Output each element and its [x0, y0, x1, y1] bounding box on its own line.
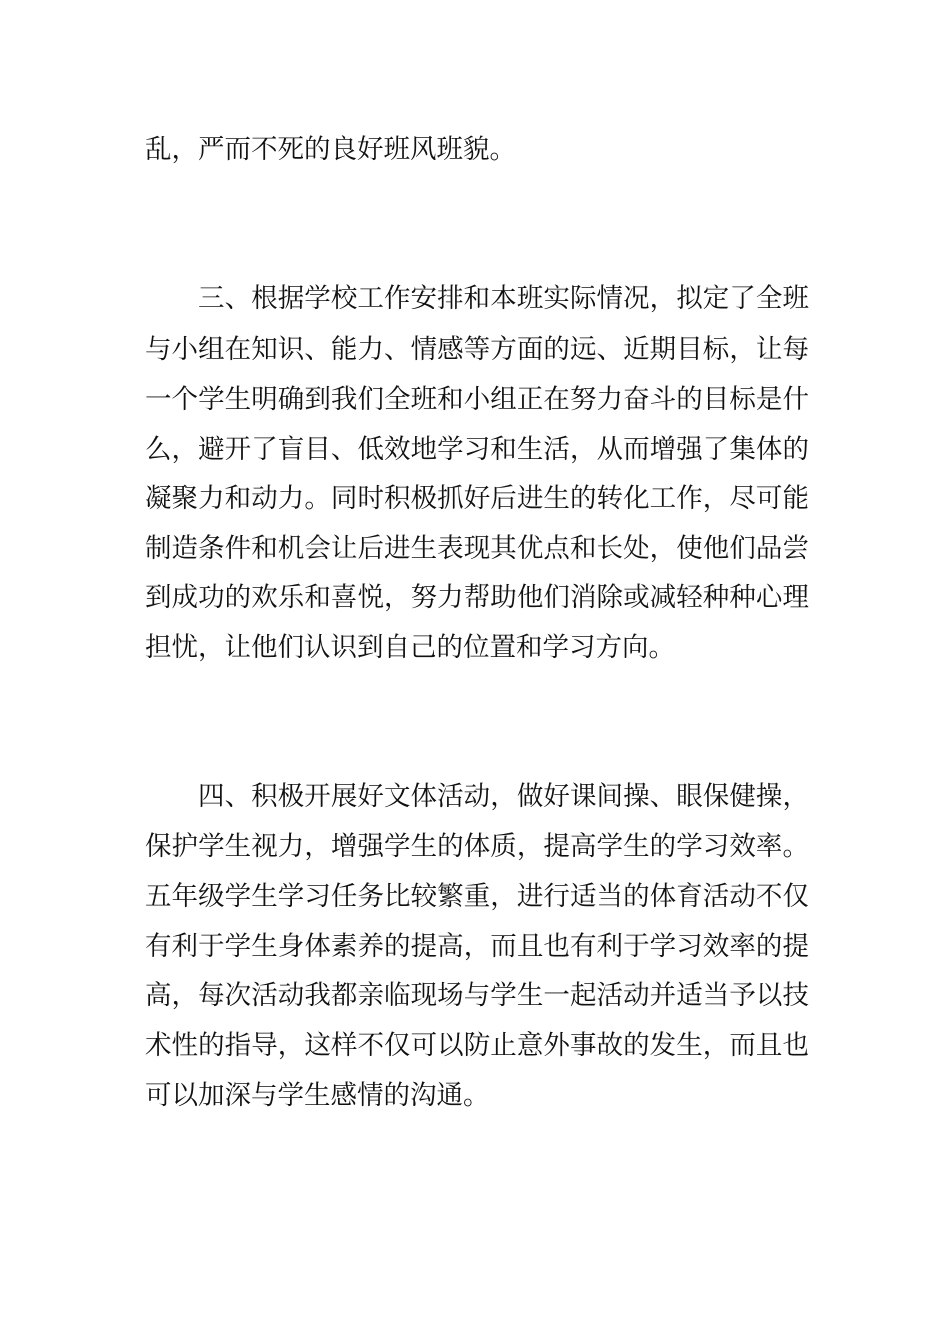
paragraph-line: 可以加深与学生感情的沟通。: [145, 1080, 490, 1111]
paragraph-line: 高，每次活动我都亲临现场与学生一起活动并适当予以技: [145, 980, 809, 1011]
paragraph-line: 乱，严而不死的良好班风班貌。: [145, 134, 516, 165]
paragraph-line: 到成功的欢乐和喜悦，努力帮助他们消除或减轻种种心理: [145, 582, 809, 613]
paragraph-line: 五年级学生学习任务比较繁重，进行适当的体育活动不仅: [145, 881, 809, 912]
paragraph-line: 凝聚力和动力。同时积极抓好后进生的转化工作，尽可能: [145, 483, 809, 514]
paragraph-line: 一个学生明确到我们全班和小组正在努力奋斗的目标是什: [145, 384, 809, 415]
paragraph-line: 有利于学生身体素养的提高，而且也有利于学习效率的提: [145, 931, 809, 962]
paragraph-line: 四、积极开展好文体活动，做好课间操、眼保健操，: [198, 781, 809, 812]
paragraph-line: 与小组在知识、能力、情感等方面的远、近期目标，让每: [145, 334, 809, 365]
paragraph-line: 制造条件和机会让后进生表现其优点和长处，使他们品尝: [145, 533, 809, 564]
paragraph-line: 术性的指导，这样不仅可以防止意外事故的发生，而且也: [145, 1030, 809, 1061]
paragraph-line: 保护学生视力，增强学生的体质，提高学生的学习效率。: [145, 831, 809, 862]
paragraph-line: 担忧，让他们认识到自己的位置和学习方向。: [145, 632, 675, 663]
paragraph-line: 三、根据学校工作安排和本班实际情况，拟定了全班: [198, 283, 809, 314]
paragraph-line: 么，避开了盲目、低效地学习和生活，从而增强了集体的: [145, 434, 809, 465]
